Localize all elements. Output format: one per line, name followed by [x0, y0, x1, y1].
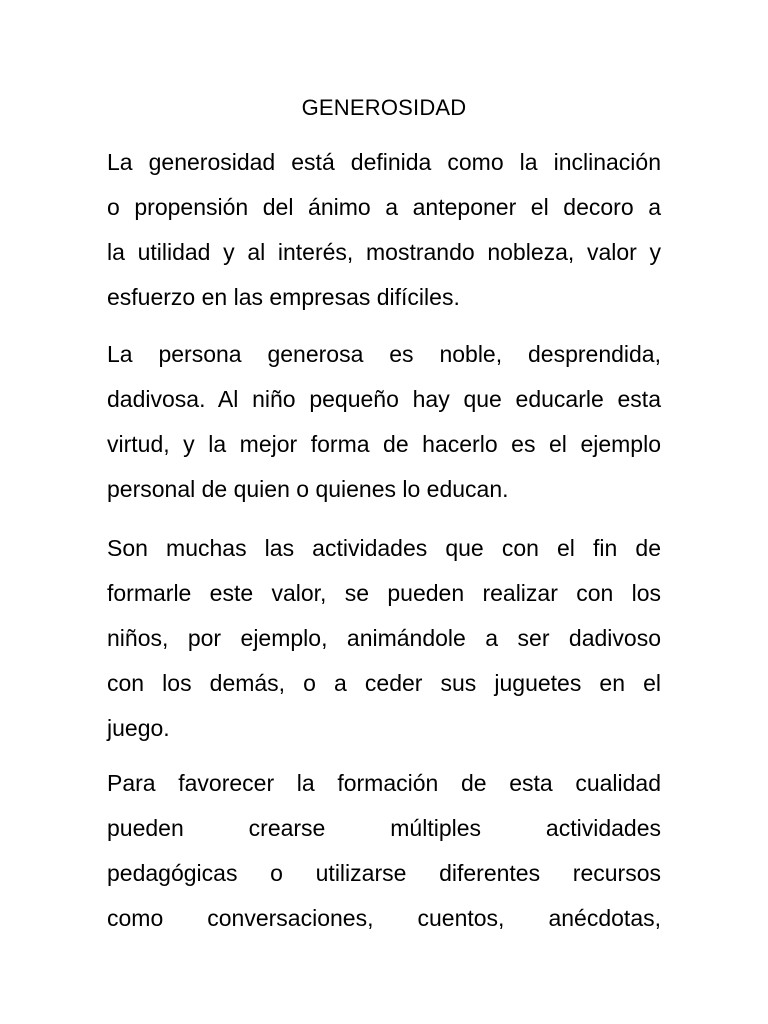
paragraph-line: formarle este valor, se pueden realizar con los [107, 580, 661, 606]
paragraph-line: Para favorecer la formación de esta cualidad [107, 770, 661, 796]
paragraph-line: con los demás, o a ceder sus juguetes en el [107, 670, 661, 696]
paragraph-line: pueden crearse múltiples actividades [107, 815, 661, 841]
paragraph-line: pedagógicas o utilizarse diferentes recursos [107, 860, 661, 886]
paragraph-line: virtud, y la mejor forma de hacerlo es el ejemplo [107, 431, 661, 457]
paragraph-line: La generosidad está definida como la inclinación [107, 149, 661, 175]
paragraph-line: juego. [107, 715, 170, 741]
paragraph-line: niños, por ejemplo, animándole a ser dadivoso [107, 625, 661, 651]
paragraph-line: como conversaciones, cuentos, anécdotas, [107, 905, 661, 931]
paragraph-line: personal de quien o quienes lo educan. [107, 476, 509, 502]
paragraph-line: dadivosa. Al niño pequeño hay que educarle esta [107, 386, 661, 412]
paragraph-line: esfuerzo en las empresas difíciles. [107, 284, 460, 310]
paragraph-line: o propensión del ánimo a anteponer el decoro a [107, 194, 661, 220]
paragraph-line: Son muchas las actividades que con el fin de [107, 535, 661, 561]
paragraph-line: la utilidad y al interés, mostrando nobleza, valor y [107, 239, 661, 265]
document-title: GENEROSIDAD [301, 95, 467, 120]
paragraph-line: La persona generosa es noble, desprendida, [107, 341, 661, 367]
